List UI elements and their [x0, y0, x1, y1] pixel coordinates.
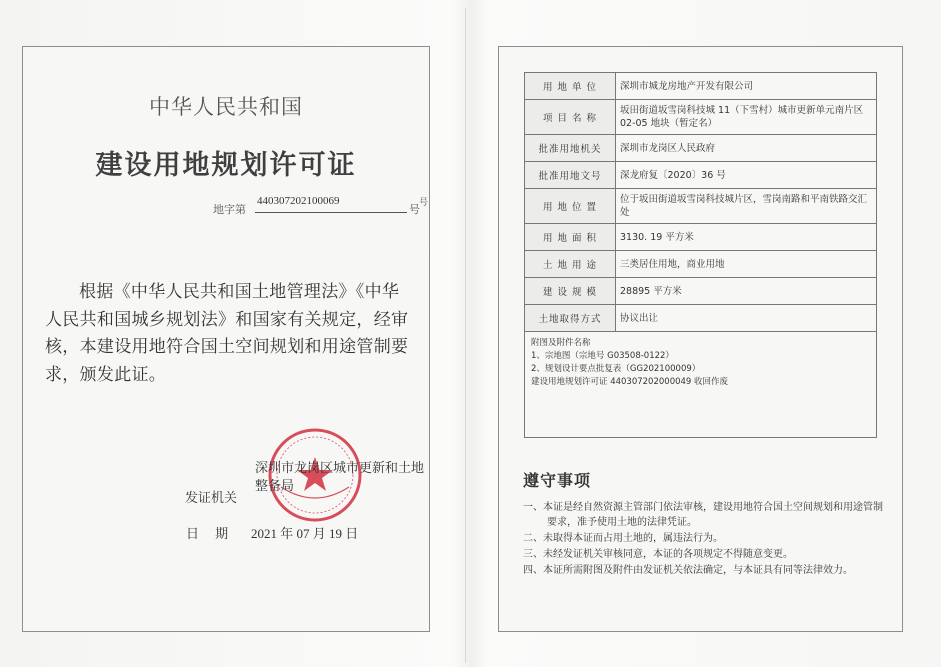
row-label: 项 目 名 称	[525, 100, 616, 135]
country-name: 中华人民共和国	[149, 95, 303, 119]
land-info-table	[524, 72, 877, 438]
attachment-item: 2、规划设计要点批复表（GG202100009）	[531, 364, 701, 374]
row-value: 坂田街道坂雪岗科技城 11（下雪村）城市更新单元南片区 02-05 地块（暂定名）	[616, 100, 877, 135]
row-label: 建 设 规 模	[525, 278, 616, 305]
table-row	[525, 100, 877, 135]
attachments-row	[525, 332, 877, 438]
row-label: 用 地 单 位	[525, 73, 616, 100]
row-label: 批准用地机关	[525, 135, 616, 162]
right-page	[498, 46, 903, 632]
table-row	[525, 224, 877, 251]
row-label: 土 地 用 途	[525, 251, 616, 278]
notice-title: 遵守事项	[523, 471, 592, 490]
row-value: 深圳市龙岗区人民政府	[616, 135, 877, 162]
issue-date-value: 2021 年 07 月 19 日	[251, 526, 359, 541]
table-row	[525, 135, 877, 162]
row-label: 用 地 位 置	[525, 189, 616, 224]
table-row	[525, 162, 877, 189]
issuer-name: 深圳市龙岗区城市更新和土地整备局	[255, 461, 425, 494]
notice-item: 一、本证是经自然资源主管部门依法审核，建设用地符合国土空间规划和用途管制要求，准予使用土地的法律凭证。	[523, 502, 883, 528]
table-row	[525, 251, 877, 278]
certificate-number-suffix-overprint: 号	[419, 198, 429, 208]
row-value: 协议出让	[616, 305, 877, 332]
attachments-cell	[525, 332, 877, 438]
issue-date-label: 日 期	[186, 527, 235, 542]
certificate-number-value: 440307202100069	[255, 195, 407, 213]
notice-item: 三、未经发证机关审核同意，本证的各项规定不得随意变更。	[523, 549, 793, 560]
row-label: 用 地 面 积	[525, 224, 616, 251]
certificate-number-suffix: 号	[409, 203, 420, 216]
notice-list	[523, 500, 883, 579]
row-value: 28895 平方米	[616, 278, 877, 305]
row-value: 深圳市城龙房地产开发有限公司	[616, 73, 877, 100]
row-label: 批准用地文号	[525, 162, 616, 189]
page-fold	[465, 8, 466, 663]
row-value: 三类居住用地，商业用地	[616, 251, 877, 278]
table-row	[525, 73, 877, 100]
attachment-item: 建设用地规划许可证 440307202000049 收回作废	[531, 377, 729, 387]
table-row	[525, 189, 877, 224]
row-value: 位于坂田街道坂雪岗科技城片区，雪岗南路和平南铁路交汇处	[616, 189, 877, 224]
certificate-number-prefix: 地字第	[213, 203, 246, 216]
issuer-label: 发证机关	[185, 491, 238, 506]
table-row	[525, 278, 877, 305]
notice-item: 二、未取得本证而占用土地的，属违法行为。	[523, 533, 723, 544]
attachment-item: 1、宗地图（宗地号 G03508-0122）	[531, 351, 674, 361]
row-value: 深龙府复〔2020〕36 号	[616, 162, 877, 189]
certificate-number	[213, 195, 429, 217]
left-page	[22, 46, 430, 632]
notice-item: 四、本证所需附图及附件由发证机关依法确定，与本证具有同等法律效力。	[523, 565, 853, 576]
certificate-title: 建设用地规划许可证	[95, 150, 357, 181]
certificate-body-text: 根据《中华人民共和国土地管理法》《中华人民共和国城乡规划法》和国家有关规定，经审核，本建设用地符合国土空间规划和用途管制要求，颁发此证。	[45, 282, 409, 385]
row-value: 3130. 19 平方米	[616, 224, 877, 251]
table-row	[525, 305, 877, 332]
row-label: 土地取得方式	[525, 305, 616, 332]
attachments-title: 附图及附件名称	[531, 338, 591, 348]
